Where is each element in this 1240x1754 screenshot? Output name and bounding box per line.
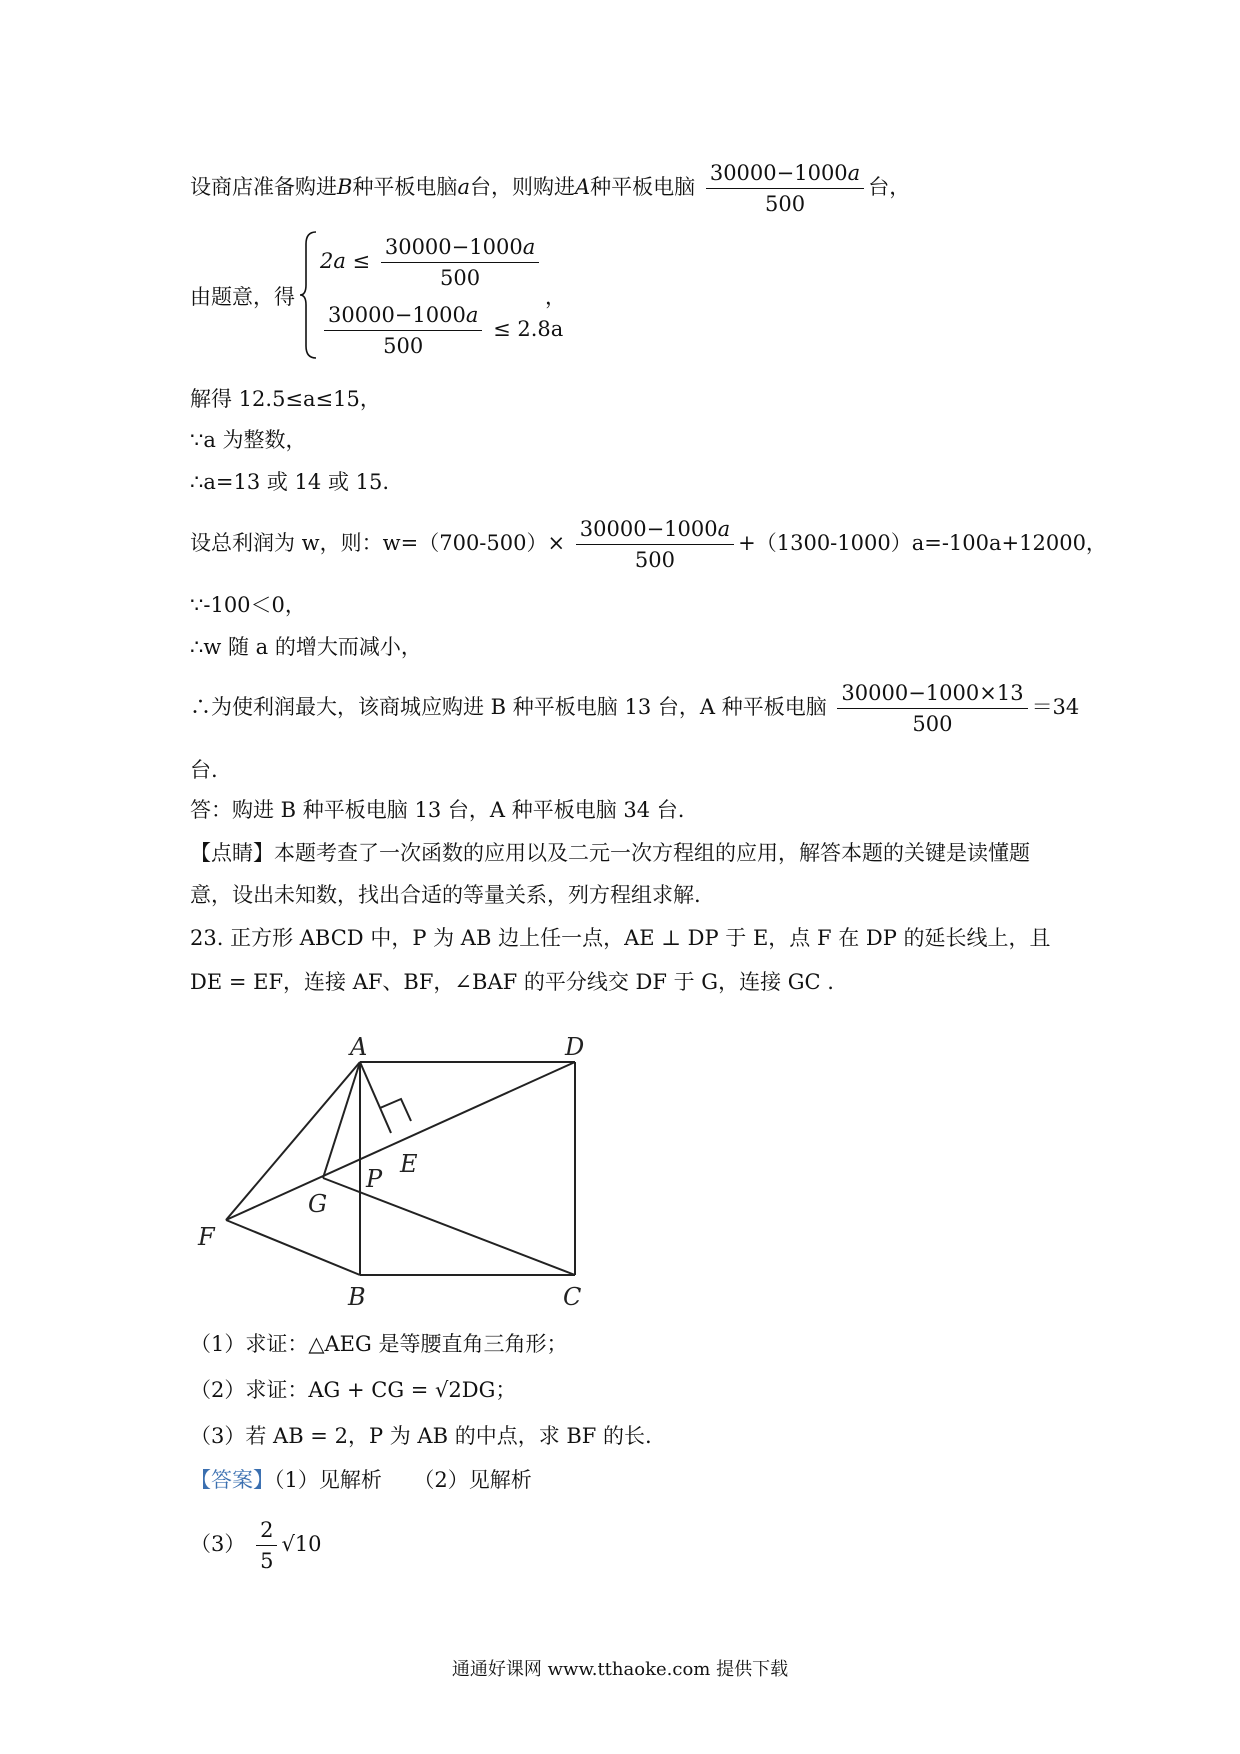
because-negative: ∵-100＜0， — [190, 593, 306, 617]
profit-fraction: $\frac{30000-1000a}{500}$ — [576, 514, 734, 575]
intro-text: 设商店准备购进B种平板电脑a台，则购进A种平板电脑 — [190, 175, 696, 199]
subquestion-1: （1）求证：△AEG 是等腰直角三角形； — [190, 1332, 568, 1356]
inequality-1: 2a ≤ $\frac{30000-1000a}{500}$ — [320, 232, 543, 293]
therefore-a: ∴a=13 或 14 或 15. — [190, 470, 390, 494]
label-p: P — [366, 1165, 383, 1193]
fraction-a-count: $\frac{30000-1000a}{500}$ — [706, 158, 864, 219]
label-b: B — [348, 1283, 366, 1311]
intro-line: 设商店准备购进B种平板电脑a台，则购进A种平板电脑 $\frac{30000-1000a}{500}$ 台， — [190, 158, 910, 219]
system-lead: 由题意，得 — [190, 285, 295, 309]
answer-3-fraction: $\frac{2}{5}$ — [256, 1515, 277, 1576]
therefore-decreasing: ∴w 随 a 的增大而减小， — [190, 635, 422, 659]
answer-line: 答：购进 B 种平板电脑 13 台，A 种平板电脑 34 台. — [190, 798, 685, 822]
solve-line: 解得 12.5≤a≤15， — [190, 387, 381, 411]
label-e: E — [400, 1150, 418, 1178]
profit-line: 设总利润为 w，则：w=（700-500）× $\frac{30000-1000a}{500}$ +（1300-1000）a=-100a+12000， — [190, 514, 1107, 575]
inequality-2: $\frac{30000-1000a}{500}$ ≤ 2.8a — [320, 300, 563, 361]
label-d: D — [565, 1033, 585, 1061]
label-c: C — [563, 1283, 582, 1311]
comment-line-1: 【点睛】本题考查了一次函数的应用以及二元一次方程组的应用，解答本题的关键是读懂题 — [190, 841, 1030, 865]
label-a: A — [350, 1033, 368, 1061]
comment-line-2: 意，设出未知数，找出合适的等量关系，列方程组求解. — [190, 883, 701, 907]
answer-3: （3） $\frac{2}{5}$ √10 — [190, 1515, 322, 1576]
tai-line: 台. — [190, 758, 218, 782]
system-trail: ， — [545, 285, 566, 309]
question-23-line-1: 23. 正方形 ABCD 中，P 为 AB 边上任一点，AE ⊥ DP 于 E，点 F 在 DP 的延长线上，且 — [190, 926, 1051, 950]
answer-3-root: √10 — [281, 1532, 322, 1556]
subquestion-2: （2）求证：AG + CG = √2DG； — [190, 1378, 517, 1402]
max-line: ∴为使利润最大，该商城应购进 B 种平板电脑 13 台，A 种平板电脑 $\frac{30000-1000\times 13}{500}$ ＝34 — [190, 678, 1079, 739]
page-footer: 通通好课网 www.tthaoke.com 提供下载 — [451, 1659, 789, 1680]
max-fraction: $\frac{30000-1000\times 13}{500}$ — [837, 678, 1027, 739]
because-integer: ∵a 为整数， — [190, 428, 307, 452]
answer-parts: （1）见解析 （2）见解析 — [274, 1468, 532, 1492]
label-f: F — [198, 1223, 215, 1251]
question-23-line-2: DE = EF，连接 AF、BF，∠BAF 的平分线交 DF 于 G，连接 GC . — [190, 970, 834, 994]
label-g: G — [308, 1190, 328, 1218]
answer-tag: 【答案】 — [190, 1468, 274, 1492]
subquestion-3: （3）若 AB = 2，P 为 AB 的中点，求 BF 的长. — [190, 1424, 652, 1448]
answer-summary — [190, 1465, 532, 1495]
